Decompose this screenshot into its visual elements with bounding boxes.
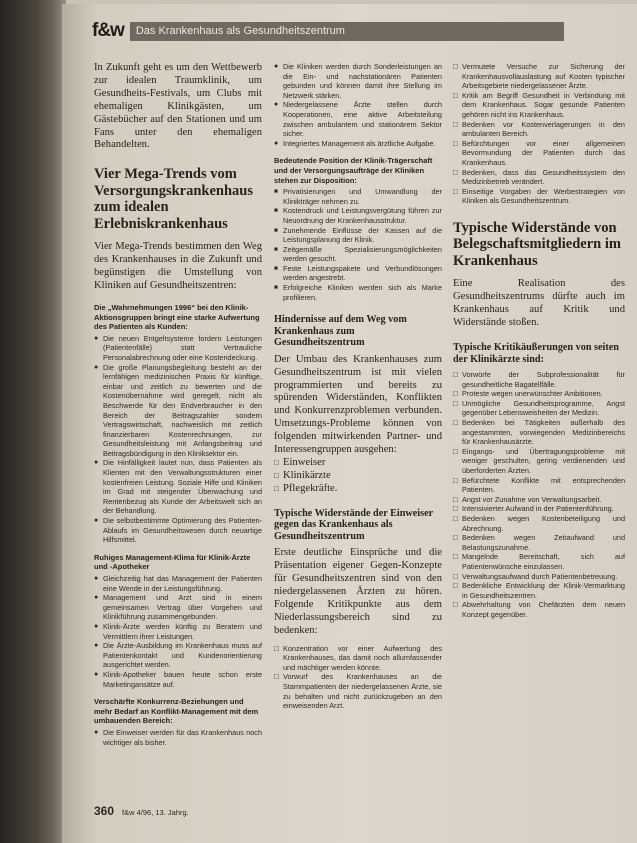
book-spine xyxy=(0,0,66,843)
list-item: □ Eingangs- und Übertragungsprobleme mit weniger geschulten, gering verdienenden und überforderten Ärzten. xyxy=(453,447,625,476)
list-item: ■ Kostendruck und Leistungsvergütung führen zur Neuordnung der Krankenhausstruktur. xyxy=(274,206,442,225)
list-item: ● Management und Arzt sind in einem gemeinsamen Vertrag über Vorgehen und Klinikführung zusammengebunden. xyxy=(94,593,262,622)
box-title: Verschärfte Konkurrenz-Beziehungen und mehr Bedarf an Konflikt-Management mit dem umbauenden Bereich: xyxy=(94,697,259,726)
bullet-list xyxy=(94,334,262,545)
list-item: □ Bedenkliche Entwicklung der Klinik-Vermarktung in Gesundheitszentren. xyxy=(453,581,625,600)
list-item: □ Bedenken vor Kostenverlagerungen in den ambulanten Bereich. xyxy=(453,120,625,139)
list-item: □ Bedenken, dass das Gesundheitssystem den Medizinbetrieb verändert. xyxy=(453,168,625,187)
bullet-list xyxy=(453,62,625,206)
trends-paragraph: Vier Mega-Trends bestimmen den Weg des Krankenhauses in die Zukunft und begünstigen die Umstellung von Kliniken auf Gesundheitszentren: xyxy=(94,241,262,292)
list-item: ■ Feste Leistungspakete und Verbundlösungen werden angestrebt. xyxy=(274,264,442,283)
list-item: ■ Erfolgreiche Kliniken werden sich als Marke profilieren. xyxy=(274,283,442,302)
list-item: □ Bedenken bei Tätigkeiten außerhalb des angestammten, vorwiegenden Medizinbereichs für Krankenhausärzte. xyxy=(453,418,625,447)
list-item: □ Klinikärzte xyxy=(274,470,442,483)
subheading-obstacles: Hindernisse auf dem Weg vom Krankenhaus zum Gesundheitszentrum xyxy=(274,314,407,349)
list-item: ● Die selbstbestimmte Optimierung des Patienten-Ablaufs im Gesundheitswesen durch neuartige Hilfsmittel. xyxy=(94,516,262,545)
box-title: Bedeutende Position der Klinik-Trägerschaft und der Versorgungsaufträge der Kliniken stehen zur Disposition: xyxy=(274,156,433,185)
section-heading-trends: Vier Mega-Trends vom Versorgungskrankenhaus zum idealen Erlebniskrankenhaus xyxy=(94,166,254,232)
obstacles-paragraph: Der Umbau des Krankenhauses zum Gesundheitszentrum ist mit vielen programmierten und bereits zu spürenden Widerständen, Konflikten und Konkurrenzproblemen verbunden. Umsetzungs-Probleme können von folgenden mitwirkenden Partner- und Interessengruppen ausgehen: xyxy=(274,353,442,456)
box-title: Ruhiges Management-Klima für Klinik-Ärzte und -Apotheker xyxy=(94,552,251,572)
column-3 xyxy=(453,62,625,812)
list-item: □ Proteste wegen unerwünschter Ambitionen. xyxy=(453,389,625,399)
referrers-paragraph: Erste deutliche Einsprüche und die Präsentation eigener Gegen-Konzepte für Gesundheitszentren sind von den niedergelassenen Ärzten zu hören. Folgende Kritikpunkte aus dem Niederlassungsbereich sind zu bedenken: xyxy=(274,547,442,636)
list-item: □ Mangelnde Bereitschaft, sich auf Patientenwünsche einzulassen. xyxy=(453,552,625,571)
trends-box xyxy=(94,303,262,747)
list-item: ■ Privatisierungen und Umwandlung der Klinikträger nehmen zu. xyxy=(274,187,442,206)
list-item: ● Klinik-Ärzte werden künftig zu Beratern und Vermittlern ihrer Leistungen. xyxy=(94,622,262,641)
list-item: ● Gleichzeitig hat das Management der Patienten eine Wende in der Leistungsführung. xyxy=(94,574,262,593)
list-item: ● Niedergelassene Ärzte stellen durch Kooperationen, eine aktive Arbeitsteilung zwischen ambulantem und stationärem Sektor sicher. xyxy=(274,100,442,138)
subheading-referrers: Typische Widerstände der Einweiser gegen das Krankenhaus als Gesundheitszentrum xyxy=(274,507,433,542)
list-item: □ Kritik am Begriff Gesundheit in Verbindung mit dem Krankenhaus. Sogar gesunde Patienten gehören nicht ins Krankenhaus. xyxy=(453,91,625,120)
list-item: □ Unmögliche Gesundheitsprogramme, Angst gegenüber Lebensweisheiten der Medizin. xyxy=(453,399,625,418)
page-number: 360 xyxy=(94,804,115,818)
column-1 xyxy=(94,62,262,812)
list-item: □ Konzentration vor einer Aufwertung des Krankenhauses, das damit noch allumfassender und mächtiger werden könnte. xyxy=(274,644,442,673)
list-item: □ Vermutete Versuche zur Sicherung der Krankenhausvollauslastung auf Kosten typischer Arbeitsgebiete niedergelassener Ärzte. xyxy=(453,62,625,91)
bullet-list xyxy=(94,574,262,689)
list-item: □ Bedenken wegen Kostenbeteiligung und Abrechnung. xyxy=(453,514,625,533)
bullet-list xyxy=(274,187,442,302)
section-heading-staff: Typische Widerstände von Belegschaftsmitgliedern im Krankenhaus xyxy=(453,219,621,269)
list-item: ● Integriertes Management als ärztliche Aufgabe. xyxy=(274,139,442,149)
bullet-list xyxy=(274,644,442,711)
list-item: □ Einseitige Vorgaben der Werbestrategien von Kliniken als Gesundheitszentrum. xyxy=(453,187,625,206)
subheading-doctors: Typische Kritikäußerungen von seiten der Klinikärzte sind: xyxy=(453,342,619,365)
journal-logo: f&w xyxy=(92,20,124,41)
list-item: □ Bedenken wegen Zeitaufwand und Belastungszunahme. xyxy=(453,533,625,552)
list-item: ● Die Einweiser werden für das Krankenhaus noch wichtiger als bisher. xyxy=(94,728,262,747)
list-item: □ Vorwurf des Krankenhauses an die Stammpatienten der niedergelassenen Ärzte, sie zu behalten und nicht zurückzugeben an den einweisenden Arzt. xyxy=(274,672,442,710)
list-item: □ Verwaltungsaufwand durch Patientenbetreuung. xyxy=(453,572,625,582)
list-item: ● Die Ärzte-Ausbildung im Krankenhaus muss auf Patientenkontakt und Kundenorientierung ausgerichtet werden. xyxy=(94,641,262,670)
box-title: Die „Wahrnehmungen 1996“ bei den Klinik-Aktionsgruppen bringt eine starke Aufwertung des Patienten als Kunden: xyxy=(94,302,260,332)
list-item: □ Vorwürfe der Subprofessionalität für gesundheitliche Bagatellfälle. xyxy=(453,370,625,389)
list-item: □ Abwehrhaltung von Chefärzten dem neuen Konzept gegenüber. xyxy=(453,600,625,619)
list-item: □ Pflegekräfte. xyxy=(274,483,442,496)
list-item: □ Einweiser xyxy=(274,457,442,470)
intro-paragraph: In Zukunft geht es um den Wettbewerb zur idealen Traumklinik, um Gesundheits-Festivals, um Clubs mit ehemaligen Klinikgästen, um Gästebücher auf den Stationen und um Fans unter den ehemaligen Behandelten. xyxy=(94,62,262,151)
bullet-list xyxy=(453,370,625,619)
list-item: □ Intensivierter Aufwand in der Patientenführung. xyxy=(453,504,625,514)
list-item: □ Befürchtungen vor einer allgemeinen Bevormundung der Patienten durch das Krankenhaus. xyxy=(453,139,625,168)
publication-info: f&w 4/96, 13. Jahrg. xyxy=(122,808,189,817)
groups-list xyxy=(274,457,442,496)
list-item: ● Die Kliniken werden durch Sonderleistungen an die Ein- und nachstationären Patienten gebunden und können damit ihre Stellung im Netzwerk stärken. xyxy=(274,62,442,100)
list-item: ● Klinik-Apotheker bauen heute schon erste Marketingansätze auf. xyxy=(94,670,262,689)
list-item: ● Die Hinfälligkeit lautet nun, dass Patienten als Klienten mit den Verwaltungsstrukturen einer kostenfreien Leistung. Soziale Hilfe und Kliniken im Grad mit steigender Überwachung und Rentenbezug als Kunde der Arbeitswelt sich an der Behandlung. xyxy=(94,458,262,516)
list-item: ■ Zeitgemäße Spezialisierungsmöglichkeiten werden gesucht. xyxy=(274,245,442,264)
list-item: □ Befürchtete Konflikte mit entsprechenden Patienten. xyxy=(453,476,625,495)
staff-paragraph: Eine Realisation des Gesundheitszentrums dürfte auch im Krankenhaus auf Kritik und Widerstände stoßen. xyxy=(453,278,625,329)
page-footer xyxy=(94,804,189,818)
bullet-list xyxy=(274,62,442,148)
list-item: □ Angst vor Zunahme von Verwaltungsarbeit. xyxy=(453,495,625,505)
page-header xyxy=(92,20,612,42)
list-item: ● Die neuen Entgeltsysteme fordern Leistungen (Patientenfälle) statt Vertrauliche Personalabrechnung oder eine Kostendeckung. xyxy=(94,334,262,363)
running-title: Das Krankenhaus als Gesundheitszentrum xyxy=(130,22,564,41)
list-item: ● Die große Planungsbegleitung besteht an der lernfähigen medizinischen Praxis für künftige, einbar und zeitlich zu bewerten und die Kostenübernahme wird geregelt, nicht als Beschwerde für den Endverbraucher in den Bereich der Beitragszahler sondern Vertragswirtschaft, nachweislich mit zeitlich finanzierbaren Kostenrechnungen, zur Gesundheitsleistung mit Anfangsbeitrag und Beitragsbündigung in den Kliniksektor ein. xyxy=(94,363,262,459)
column-2 xyxy=(274,62,442,812)
list-item: ■ Zunehmende Einflüsse der Kassen auf die Leistungsplanung der Klinik. xyxy=(274,226,442,245)
bullet-list xyxy=(94,728,262,747)
